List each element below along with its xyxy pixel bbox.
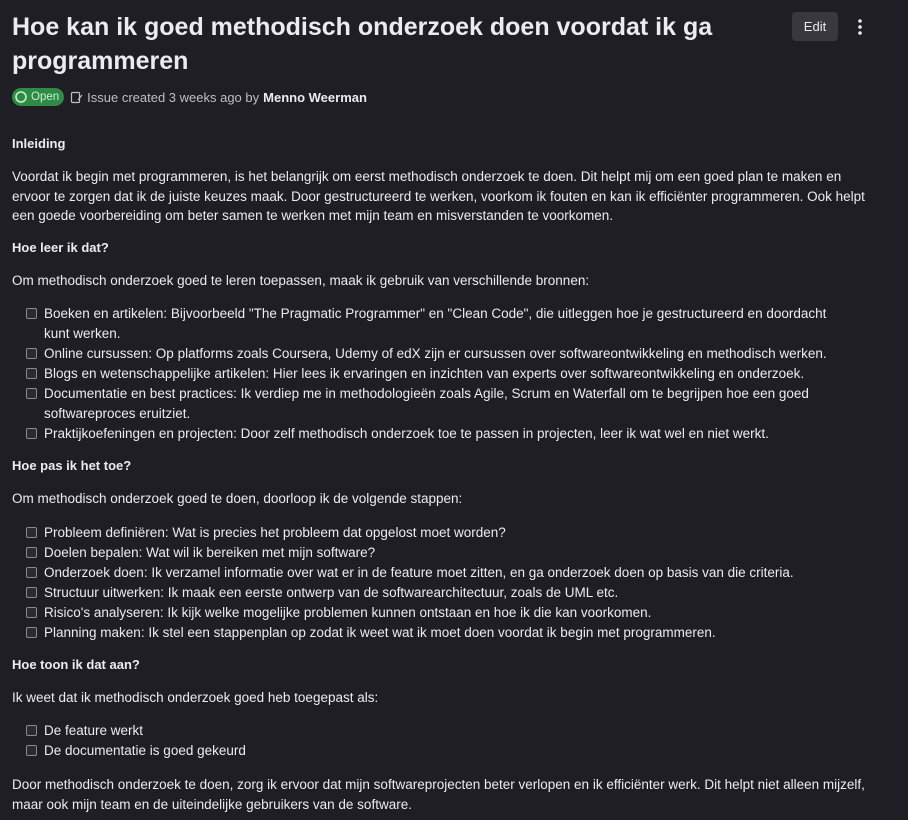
- conclusion-text: Door methodisch onderzoek te doen, zorg ik ervoor dat mijn softwareprojecten beter verlopen en ik efficiënter werk. Dit helpt niet alleen mijzelf, maar ook mijn team en de uiteindelijke gebruikers van de software.: [12, 777, 865, 812]
- learn-text: Om methodisch onderzoek goed te leren toepassen, maak ik gebruik van verschillende bronnen:: [12, 272, 590, 288]
- task-checkbox[interactable]: [26, 547, 37, 558]
- task-item: [26, 344, 882, 364]
- task-text: Boeken en artikelen: Bijvoorbeeld "The Pragmatic Programmer" en "Clean Code", die uitleggen hoe je gestructureerd en doordacht kunt werken.: [44, 306, 827, 341]
- show-heading: Hoe toon ik dat aan?: [12, 656, 140, 672]
- task-text: De feature werkt: [44, 723, 144, 738]
- task-item: [26, 364, 882, 384]
- more-actions-button[interactable]: [850, 12, 870, 41]
- task-checkbox[interactable]: [26, 725, 37, 736]
- task-checkbox[interactable]: [26, 348, 37, 359]
- apply-text: Om methodisch onderzoek goed te doen, doorloop ik de volgende stappen:: [12, 491, 463, 506]
- learn-task-list: [12, 304, 882, 444]
- task-text: Blogs en wetenschappelijke artikelen: Hier lees ik ervaringen en inzichten van experts over softwareontwikkeling en onderzoek.: [44, 366, 805, 381]
- task-text: Onderzoek doen: Ik verzamel informatie over wat er in de feature moet zitten, en ga onderzoek doen op basis van die criteria.: [44, 564, 794, 580]
- task-text: Probleem definiëren: Wat is precies het probleem dat opgelost moet worden?: [44, 524, 506, 540]
- task-item: [26, 741, 882, 761]
- vertical-ellipsis-icon: [858, 19, 862, 35]
- status-label: Open: [31, 91, 60, 103]
- task-text: Doelen bepalen: Wat wil ik bereiken met mijn software?: [44, 544, 376, 560]
- issue-description: [12, 134, 882, 814]
- task-item: [26, 424, 882, 444]
- issue-meta: [12, 87, 367, 107]
- task-text: Online cursussen: Op platforms zoals Coursera, Udemy of edX zijn er cursussen over softwareontwikkeling en methodisch werken.: [44, 346, 827, 361]
- task-checkbox[interactable]: [26, 368, 37, 379]
- apply-task-list: [12, 523, 882, 643]
- task-item: [26, 623, 882, 643]
- intro-text: Voordat ik begin met programmeren, is het belangrijk om eerst methodisch onderzoek te doen. Dit helpt mij om een goed plan te maken en ervoor te zorgen dat ik de juiste keuzes maak. Door gestructureerd te werken, voorkom ik fouten en kan ik efficiënter programmeren. Ook helpt een goede voorbereiding om beter samen te werken met mijn team en misverstanden te voorkomen.: [12, 169, 865, 223]
- status-badge: [12, 88, 64, 106]
- task-checkbox[interactable]: [26, 428, 37, 439]
- show-task-list: [12, 721, 882, 761]
- issue-title: Hoe kan ik goed methodisch onderzoek doen voordat ik ga programmeren: [12, 13, 713, 75]
- issue-type-icon: [70, 91, 83, 104]
- task-checkbox[interactable]: [26, 567, 37, 578]
- task-checkbox[interactable]: [26, 388, 37, 399]
- task-text: Structuur uitwerken: Ik maak een eerste ontwerp van de softwarearchitectuur, zoals de UML etc.: [44, 584, 619, 600]
- task-item: [26, 304, 882, 344]
- task-item: [26, 543, 882, 563]
- task-item: [26, 721, 882, 741]
- status-open-icon: [15, 91, 27, 103]
- task-text: De documentatie is goed gekeurd: [44, 743, 246, 758]
- task-item: [26, 523, 882, 543]
- task-checkbox[interactable]: [26, 527, 37, 538]
- author-link[interactable]: Menno Weerman: [263, 89, 367, 105]
- created-text: Issue created 3 weeks ago by: [87, 89, 260, 105]
- task-text: Praktijkoefeningen en projecten: Door zelf methodisch onderzoek toe te passen in projecten, leer ik wat wel en niet werkt.: [44, 426, 769, 441]
- task-item: [26, 603, 882, 623]
- task-checkbox[interactable]: [26, 745, 37, 756]
- task-checkbox[interactable]: [26, 308, 37, 319]
- task-item: [26, 384, 882, 424]
- task-item: [26, 563, 882, 583]
- task-text: Risico's analyseren: Ik kijk welke mogelijke problemen kunnen ontstaan en hoe ik die kan voorkomen.: [44, 604, 652, 620]
- task-item: [26, 583, 882, 603]
- task-checkbox[interactable]: [26, 587, 37, 598]
- apply-heading: Hoe pas ik het toe?: [12, 458, 132, 473]
- task-text: Planning maken: Ik stel een stappenplan op zodat ik weet wat ik moet doen voordat ik begin met programmeren.: [44, 624, 716, 640]
- edit-button[interactable]: Edit: [792, 12, 838, 41]
- intro-heading: Inleiding: [12, 136, 66, 151]
- task-text: Documentatie en best practices: Ik verdiep me in methodologieën zoals Agile, Scrum en Waterfall om te begrijpen hoe een goed softwareproces eruitziet.: [44, 386, 809, 421]
- task-checkbox[interactable]: [26, 627, 37, 638]
- task-checkbox[interactable]: [26, 607, 37, 618]
- show-text: Ik weet dat ik methodisch onderzoek goed heb toegepast als:: [12, 689, 379, 705]
- learn-heading: Hoe leer ik dat?: [12, 239, 109, 255]
